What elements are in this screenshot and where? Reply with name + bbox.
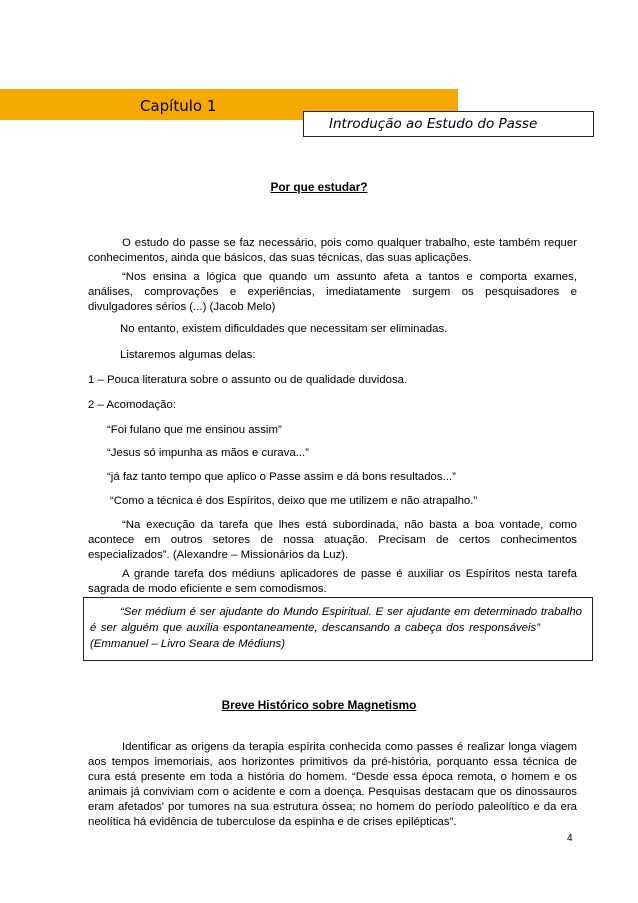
paragraph-jacob-melo-text: “Nos ensina a lógica que quando um assunto afeta a tantos e comporta exames, análises, comprovações e experiências, imediatamente surgem os pesquisadores e divulgadores sérios (...) (Jacob Melo) [88, 271, 577, 313]
paragraph-great-task [88, 567, 577, 597]
emmanuel-quote-box [83, 597, 593, 661]
paragraph-great-task-text: A grande tarefa dos médiuns aplicadores de passe é auxiliar os Espíritos nesta tarefa sagrada de modo eficiente e sem comodismos. [88, 568, 577, 595]
section-heading-magnetism: Breve Histórico sobre Magnetismo [221, 698, 417, 712]
paragraph-intro-text: O estudo do passe se faz necessário, pois como qualquer trabalho, este também requer conhecimentos, ainda que básicos, das suas técnicas, das suas aplicações. [88, 237, 577, 264]
paragraph-intro [88, 236, 577, 266]
page-number: 4 [567, 833, 573, 844]
paragraph-history-text: Identificar as origens da terapia espírita conhecida como passes é realizar longa viagem aos tempos imemoriais, aos horizontes primitivos da pré-história, porquanto essa técnica de cura está presente em toda a história do homem. “Desde essa época remota, o homem e os animais já conviviam com o acidente e com a doença. Pesquisas destacam que os dinossauros eram afetados' por tumores na sua estrutura óssea; no homem do período paleolítico e da era neolítica há evidência de tuberculose da espinha e de crises epilépticas”. [88, 741, 577, 828]
emmanuel-quote-source: (Emmanuel – Livro Seara de Médiuns) [90, 638, 285, 650]
paragraph-alexandre-text: “Na execução da tarefa que lhes está subordinada, não basta a boa vontade, como acontece em outros setores de nossa atuação. Precisam de certos conhecimentos especializados”. (Alexandre – Missionários da Luz). [88, 519, 577, 561]
section-heading-why-study: Por que estudar? [270, 180, 368, 194]
difficulties-line: No entanto, existem dificuldades que necessitam ser eliminadas. [120, 323, 448, 335]
saying-3: “já faz tanto tempo que aplico o Passe assim e dá bons resultados...” [107, 471, 456, 483]
list-item-1: 1 – Pouca literatura sobre o assunto ou de qualidade duvidosa. [88, 374, 408, 386]
chapter-label: Capítulo 1 [140, 97, 217, 115]
paragraph-history [88, 740, 577, 830]
paragraph-jacob-melo [88, 270, 577, 315]
saying-2: “Jesus só impunha as mãos e curava...” [107, 447, 309, 459]
emmanuel-quote-text: “Ser médium é ser ajudante do Mundo Espiritual. E ser ajudante em determinado trabalho é ser alguém que auxilia espontaneamente, descansando a cabeça dos responsáveis” [90, 606, 582, 634]
section-title-box: Introdução ao Estudo do Passe [303, 111, 594, 137]
saying-4: “Como a técnica é dos Espíritos, deixo que me utilizem e não atrapalho.” [110, 495, 478, 507]
list-item-2: 2 – Acomodação: [88, 399, 177, 411]
emmanuel-quote [90, 604, 582, 652]
paragraph-alexandre [88, 518, 577, 563]
list-intro-line: Listaremos algumas delas: [120, 349, 256, 361]
saying-1: “Foi fulano que me ensinou assim” [107, 424, 282, 436]
